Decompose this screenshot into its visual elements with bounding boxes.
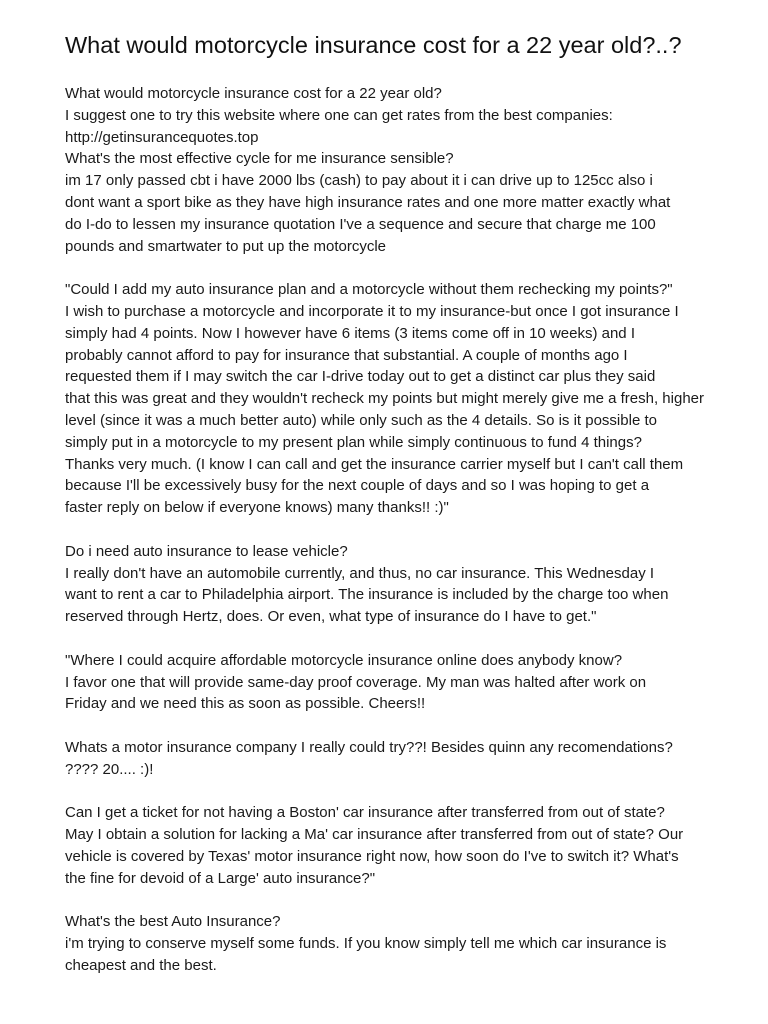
paragraph-add-motorcycle-points: "Could I add my auto insurance plan and a motorcycle without them rechecking my points?" I wish to purchase a motorcycle and incorporate it to my insurance-but once I got insurance I simply had 4 points. Now I however have 6 items (3 items come off in 10 weeks) and I probably cannot afford to pay for insurance that substantial. A couple of months ago I requested them if I may switch the car I-drive today out to get a distinct car plus they said that this was great and they wouldn't recheck my points but might merely give me a fresh, higher level (since it was a much better auto) while only such as the 4 details. So is it possible to simply put in a motorcycle to my present plan while simply continuous to fund 4 things? Thanks very much. (I know I can call and get the insurance carrier myself but I can't call them because I'll be excessively busy for the next couple of days and so I was hoping to get a faster reply on below if everyone knows) many thanks!! :)" [65,281,705,517]
paragraph-lease-vehicle: Do i need auto insurance to lease vehicle? I really don't have an automobile currently, and thus, no car insurance. This Wednesday I want to rent a car to Philadelphia airport. The insurance is included by the charge too when reserved through Hertz, does. Or even, what type of insurance do I have to get." [65,542,669,626]
document-page [65,30,715,998]
paragraph-motorcycle-cost: What would motorcycle insurance cost for a 22 year old? I suggest one to try this website where one can get rates from the best companies: http://getinsurancequotes.top What's the most effective cycle for me insurance sensible? im 17 only passed cbt i have 2000 lbs (cash) to pay about it i can drive up to 125cc also i dont want a sport bike as they have high insurance rates and one more matter exactly what do I-do to lessen my insurance quotation I've a sequence and secure that charge me 100 pounds and smartwater to put up the motorcycle [65,85,671,255]
paragraph-motor-insurance-company: Whats a motor insurance company I really could try??! Besides quinn any recomendations? ???? 20.... :)! [65,738,673,778]
paragraph-affordable-online: "Where I could acquire affordable motorcycle insurance online does anybody know? I favor one that will provide same-day proof coverage. My man was halted after work on Friday and we need this as soon as possible. Cheers!! [65,651,647,713]
paragraph-best-auto-insurance: What's the best Auto Insurance? i'm trying to conserve myself some funds. If you know simply tell me which car insurance is cheapest and the best. [65,913,667,974]
page-title: What would motorcycle insurance cost for a 22 year old?..? [65,32,682,58]
paragraph-boston-ticket: Can I get a ticket for not having a Boston' car insurance after transferred from out of state? May I obtain a solution for lacking a Ma' car insurance after transferred from out of state? Our vehicle is covered by Texas' motor insurance right now, how soon do I've to switch it? What's the fine for devoid of a Large' auto insurance?" [65,804,684,887]
